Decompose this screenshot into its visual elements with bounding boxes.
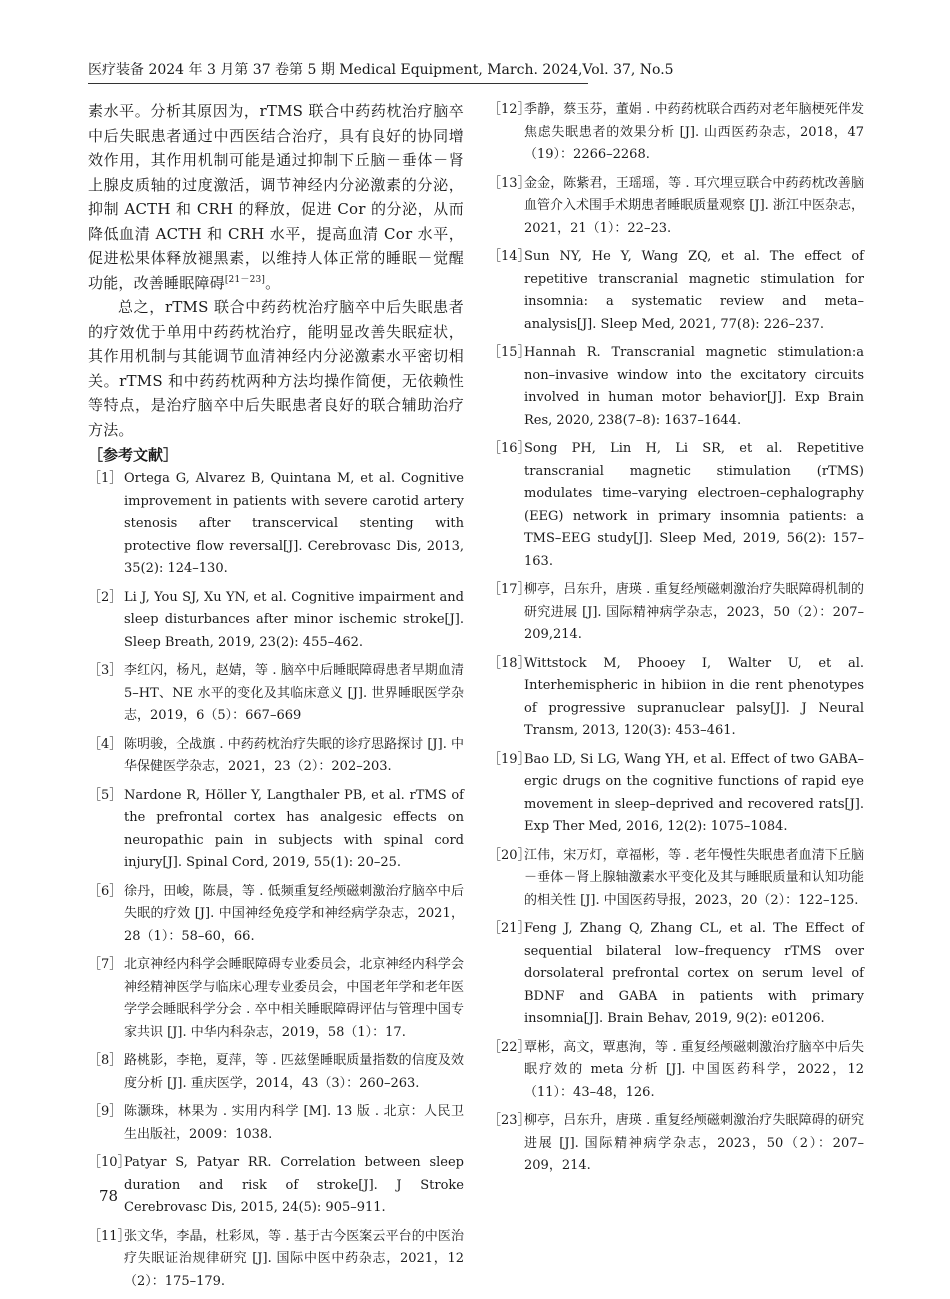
reference-text: 金金，陈紫君，王瑶瑶，等 . 耳穴埋豆联合中药药枕改善脑血管介入术围手术期患者睡眠质量观察 [J]. 浙江中医杂志，2021，21（1）：22–23. — [524, 175, 864, 236]
reference-item — [88, 954, 464, 1044]
reference-item — [488, 579, 864, 647]
citation-superscript: [21－23] — [224, 274, 266, 285]
reference-text: Li J, You SJ, Xu YN, et al. Cognitive impairment and sleep disturbances after minor ischemic stroke[J]. Sleep Breath, 2019, 23(2): 455–462. — [124, 589, 464, 650]
reference-item — [88, 734, 464, 779]
reference-text: 覃彬，高文，覃惠洵，等 . 重复经颅磁刺激治疗脑卒中后失眠疗效的 meta 分析 [J]. 中国医药科学，2022，12（11）：43–48，126. — [524, 1039, 864, 1100]
reference-number: ［20］ — [488, 847, 531, 863]
reference-number: ［3］ — [88, 663, 123, 678]
reference-item — [88, 1226, 464, 1294]
reference-text: 柳亭，吕东升，唐瑛 . 重复经颅磁刺激治疗失眠障碍的研究进展 [J]. 国际精神病学杂志，2023，50（2）：207–209，214. — [524, 1113, 864, 1173]
reference-number: ［12］ — [488, 102, 531, 117]
reference-text: Patyar S, Patyar RR. Correlation between sleep duration and risk of stroke[J]. J Stroke Cerebrovasc Dis, 2015, 24(5): 905–911. — [124, 1155, 464, 1215]
reference-text: 北京神经内科学会睡眠障碍专业委员会，北京神经内科学会神经精神医学与临床心理专业委员会，中国老年学和老年医学学会睡眠科学分会 . 卒中相关睡眠障碍评估与管理中国专家共识 [J]. 中华内科杂志，2019，58（1）：17. — [124, 957, 464, 1040]
reference-text: 徐丹，田峻，陈晨，等 . 低频重复经颅磁刺激治疗脑卒中后失眠的疗效 [J]. 中国神经免疫学和神经病学杂志，2021，28（1）：58–60，66. — [124, 883, 464, 944]
reference-item — [488, 1110, 864, 1178]
reference-item — [88, 660, 464, 728]
reference-item — [88, 587, 464, 655]
reference-number: ［7］ — [88, 957, 123, 972]
reference-item — [88, 881, 464, 949]
body-paragraph-2: 总之，rTMS 联合中药药枕治疗脑卒中后失眠患者的疗效优于单用中药药枕治疗，能明显改善失眠症状，其作用机制与其能调节血清神经内分泌激素水平密切相关。rTMS 和中药药枕两种方法均操作简便，无依赖性等特点，是治疗脑卒中后失眠患者良好的联合辅助治疗方法。 — [88, 298, 464, 439]
reference-number: ［22］ — [488, 1039, 531, 1055]
reference-number: ［16］ — [488, 441, 531, 456]
page-number: 78 — [99, 1187, 119, 1205]
reference-text: Nardone R, Höller Y, Langthaler PB, et al. rTMS of the prefrontal cortex has analgesic effects on neuropathic pain in subjects with spinal cord injury[J]. Spinal Cord, 2019, 55(1): 20–25. — [124, 787, 464, 870]
reference-text: Wittstock M, Phooey I, Walter U, et al. Interhemispheric in hibiion in die rent phenotypes of progressive supranuclear palsy[J]. J Neural Transm, 2013, 120(3): 453–461. — [524, 655, 864, 738]
reference-item — [88, 1152, 464, 1220]
reference-text: 陈灏珠，林果为 . 实用内科学 [M]. 13 版 . 北京：人民卫生出版社，2009：1038. — [124, 1104, 464, 1142]
reference-number: ［14］ — [488, 249, 531, 264]
left-column — [88, 99, 464, 1299]
reference-item — [88, 1101, 464, 1146]
reference-text: 柳亭，吕东升，唐瑛 . 重复经颅磁刺激治疗失眠障碍机制的研究进展 [J]. 国际精神病学杂志，2023，50（2）：207–209,214. — [524, 582, 864, 642]
reference-item — [488, 1037, 864, 1105]
reference-number: ［19］ — [488, 751, 531, 767]
reference-text: Bao LD, Si LG, Wang YH, et al. Effect of two GABA–ergic drugs on the cognitive functions of rapid eye movement in sleep–deprived and recovered rats[J]. Exp Ther Med, 2016, 12(2): 1075–1084. — [524, 751, 864, 834]
reference-number: ［4］ — [88, 736, 123, 752]
reference-item — [88, 468, 464, 581]
reference-text: Hannah R. Transcranial magnetic stimulation:a non–invasive window into the excitatory circuits involved in human motor behavior[J]. Exp Brain Res, 2020, 238(7–8): 1637–1644. — [524, 345, 864, 428]
reference-number: ［1］ — [88, 471, 123, 486]
reference-text: 路桃影，李艳，夏萍，等 . 匹兹堡睡眠质量指数的信度及效度分析 [J]. 重庆医学，2014，43（3）：260–263. — [124, 1053, 464, 1091]
reference-text: Sun NY, He Y, Wang ZQ, et al. The effect of repetitive transcranial magnetic stimulation for insomnia: a systematic review and meta–analysis[J]. Sleep Med, 2021, 77(8): 226–237. — [524, 249, 864, 332]
body-paragraph-1 — [88, 99, 464, 295]
reference-text: 张文华，李晶，杜彩凤，等 . 基于古今医案云平台的中医治疗失眠证治规律研究 [J]. 国际中医中药杂志，2021，12（2）：175–179. — [124, 1228, 464, 1289]
reference-item — [88, 785, 464, 875]
reference-number: ［6］ — [88, 883, 123, 899]
reference-number: ［11］ — [88, 1228, 131, 1244]
references-heading: ［参考文献］ — [88, 446, 179, 464]
reference-number: ［8］ — [88, 1053, 123, 1068]
reference-text: Song PH, Lin H, Li SR, et al. Repetitive transcranial magnetic stimulation (rTMS) modulates time–varying electroen–cephalography (EEG) network in primary insomnia patients: a TMS–EEG study[J]. Sleep Med, 2019, 56(2): 157–163. — [524, 441, 864, 569]
reference-item — [488, 173, 864, 241]
reference-number: ［5］ — [88, 787, 123, 803]
reference-text: Ortega G, Alvarez B, Quintana M, et al. Cognitive improvement in patients with severe carotid artery stenosis after transcervical stenting with protective flow reversal[J]. Cerebrovasc Dis, 2013, 35(2): 124–130. — [124, 471, 464, 576]
reference-text: 李红闪，杨凡，赵婧，等 . 脑卒中后睡眠障碍患者早期血清 5–HT、NE 水平的变化及其临床意义 [J]. 世界睡眠医学杂志，2019，6（5）：667–669 — [124, 663, 464, 723]
reference-number: ［15］ — [488, 345, 531, 360]
reference-number: ［18］ — [488, 655, 531, 671]
reference-item — [488, 99, 864, 167]
reference-list-left — [88, 468, 464, 1293]
reference-item — [488, 918, 864, 1031]
reference-item — [488, 438, 864, 573]
reference-item — [488, 342, 864, 432]
reference-list-right — [488, 99, 864, 1178]
reference-text: 季静，蔡玉芬，董娟 . 中药药枕联合西药对老年脑梗死伴发焦虑失眠患者的效果分析 [J]. 山西医药杂志，2018，47（19）：2266–2268. — [524, 102, 864, 162]
reference-number: ［17］ — [488, 582, 531, 597]
body-paragraph-1-text: 素水平。分析其原因为，rTMS 联合中药药枕治疗脑卒中后失眠患者通过中西医结合治疗，具有良好的协同增效作用，其作用机制可能是通过抑制下丘脑－垂体－肾上腺皮质轴的过度激活，调节神经内分泌激素的分泌，抑制 ACTH 和 CRH 的释放，促进 Cor 的分泌，从而降低血清 ACTH 和 CRH 水平，提高血清 Cor 水平，促进松果体释放褪黑素，以维持人体正常的睡眠－觉醒功能，改善睡眠障碍 — [88, 102, 464, 292]
reference-text: 江伟，宋万灯，章福彬，等 . 老年慢性失眠患者血清下丘脑－垂体－肾上腺轴激素水平变化及其与睡眠质量和认知功能的相关性 [J]. 中国医药导报，2023，20（2）：122–125. — [524, 847, 864, 908]
right-column — [488, 99, 864, 1184]
reference-text: Feng J, Zhang Q, Zhang CL, et al. The Effect of sequential bilateral low–frequency rTMS over dorsolateral prefrontal cortex on serum level of BDNF and GABA in patients with primary insomnia[J]. Brain Behav, 2019, 9(2): e01206. — [524, 921, 864, 1026]
reference-item — [88, 1050, 464, 1095]
reference-item — [488, 749, 864, 839]
reference-text: 陈明骏，仝战旗 . 中药药枕治疗失眠的诊疗思路探讨 [J]. 中华保健医学杂志，2021，23（2）：202–203. — [124, 736, 464, 774]
reference-item — [488, 653, 864, 743]
reference-number: ［10］ — [88, 1155, 131, 1170]
reference-number: ［21］ — [488, 921, 531, 936]
running-title: 医疗装备 2024 年 3 月第 37 卷第 5 期 Medical Equipment, March. 2024,Vol. 37, No.5 — [88, 62, 674, 78]
reference-item — [488, 246, 864, 336]
body-paragraph-1-end: 。 — [265, 273, 281, 292]
reference-number: ［9］ — [88, 1104, 123, 1119]
reference-number: ［2］ — [88, 589, 123, 605]
reference-number: ［13］ — [488, 175, 531, 191]
running-header — [88, 58, 674, 84]
reference-number: ［23］ — [488, 1113, 531, 1128]
reference-item — [488, 845, 864, 913]
